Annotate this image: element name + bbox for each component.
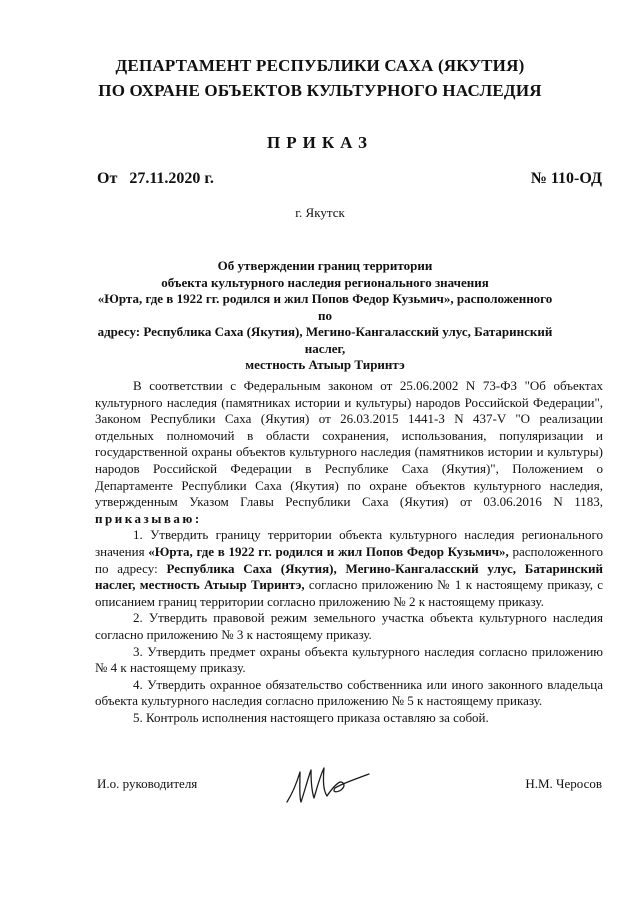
item-1-object-name: «Юрта, где в 1922 гг. родился и жил Попов Федор Кузьмич», bbox=[148, 543, 509, 559]
date-value: 27.11.2020 г. bbox=[129, 170, 214, 187]
order-subject bbox=[95, 258, 555, 374]
date-prefix: От bbox=[97, 170, 118, 187]
item-5: 5. Контроль исполнения настоящего приказа оставляю за собой. bbox=[133, 709, 489, 725]
subject-line-2: объекта культурного наследия регионального значения bbox=[161, 274, 489, 290]
subject-line-1: Об утверждении границ территории bbox=[217, 258, 433, 273]
item-1-text-c: расположенного по адресу: bbox=[95, 543, 604, 576]
order-word: приказываю: bbox=[95, 510, 202, 526]
department-header-line-1: ДЕПАРТАМЕНТ РЕСПУБЛИКИ САХА (ЯКУТИЯ) bbox=[115, 56, 525, 75]
signatory-name: Н.М. Черосов bbox=[525, 776, 602, 791]
preamble-paragraph bbox=[95, 378, 603, 527]
item-2: 2. Утвердить правовой режим земельного участка объекта культурного наследия согласно приложению № 3 к настоящему приказу. bbox=[95, 610, 603, 642]
subject-line-5: местность Атыыр Тиринтэ bbox=[245, 357, 405, 372]
city-line: г. Якутск bbox=[295, 205, 345, 220]
order-number: № 110-ОД bbox=[530, 170, 602, 187]
item-1-address: Республика Саха (Якутия), Мегино-Кангаласский улус, Батаринский наслег, местность Атыыр Тиринтэ, bbox=[95, 560, 603, 593]
item-1-text-e: согласно приложению № 1 к настоящему приказу, с описанием границ территории согласно приложению № 2 к настоящему приказу. bbox=[95, 577, 603, 609]
document-type-title: ПРИКАЗ bbox=[267, 133, 373, 152]
item-4: 4. Утвердить охранное обязательство собственника или иного законного владельца объекта культурного наследия согласно приложению № 5 к настоящему приказу. bbox=[95, 676, 603, 709]
item-1 bbox=[95, 527, 603, 610]
preamble-text: В соответствии с Федеральным законом от 25.06.2002 N 73-ФЗ "Об объектах культурного наследия (памятниках истории и культуры) народов Российской Федерации", Законом Республики Саха (Якутия) от 26.03.2015 1441-З N 437-V "О реализации отдельных полномочий в области сохранения, использования, популяризации и государственной охраны объектов культурного наследия (памятников истории и культуры) народов Российской Федерации в Республике Саха (Якутия)", Положением о Департаменте Республики Саха (Якутия) по охране объектов культурного наследия, утвержденным Указом Главы Республики Саха (Якутия) от 03.06.2016 N 1183, bbox=[95, 378, 603, 510]
order-date bbox=[97, 170, 214, 188]
item-1-text-a: 1. Утвердить границу территории объекта культурного наследия регионального значения bbox=[95, 527, 603, 559]
item-3: 3. Утвердить предмет охраны объекта культурного наследия согласно приложению № 4 к настоящему приказу. bbox=[95, 643, 603, 676]
department-header-line-2: ПО ОХРАНЕ ОБЪЕКТОВ КУЛЬТУРНОГО НАСЛЕДИЯ bbox=[98, 81, 542, 100]
handwritten-signature bbox=[283, 762, 373, 810]
order-body bbox=[95, 378, 603, 726]
subject-line-3: «Юрта, где в 1922 гг. родился и жил Попов Федор Кузьмич», расположенного по bbox=[97, 291, 553, 323]
signatory-position: И.о. руководителя bbox=[97, 776, 198, 791]
subject-line-4: адресу: Республика Саха (Якутия), Мегино-Кангаласский улус, Батаринский наслег, bbox=[97, 324, 553, 356]
